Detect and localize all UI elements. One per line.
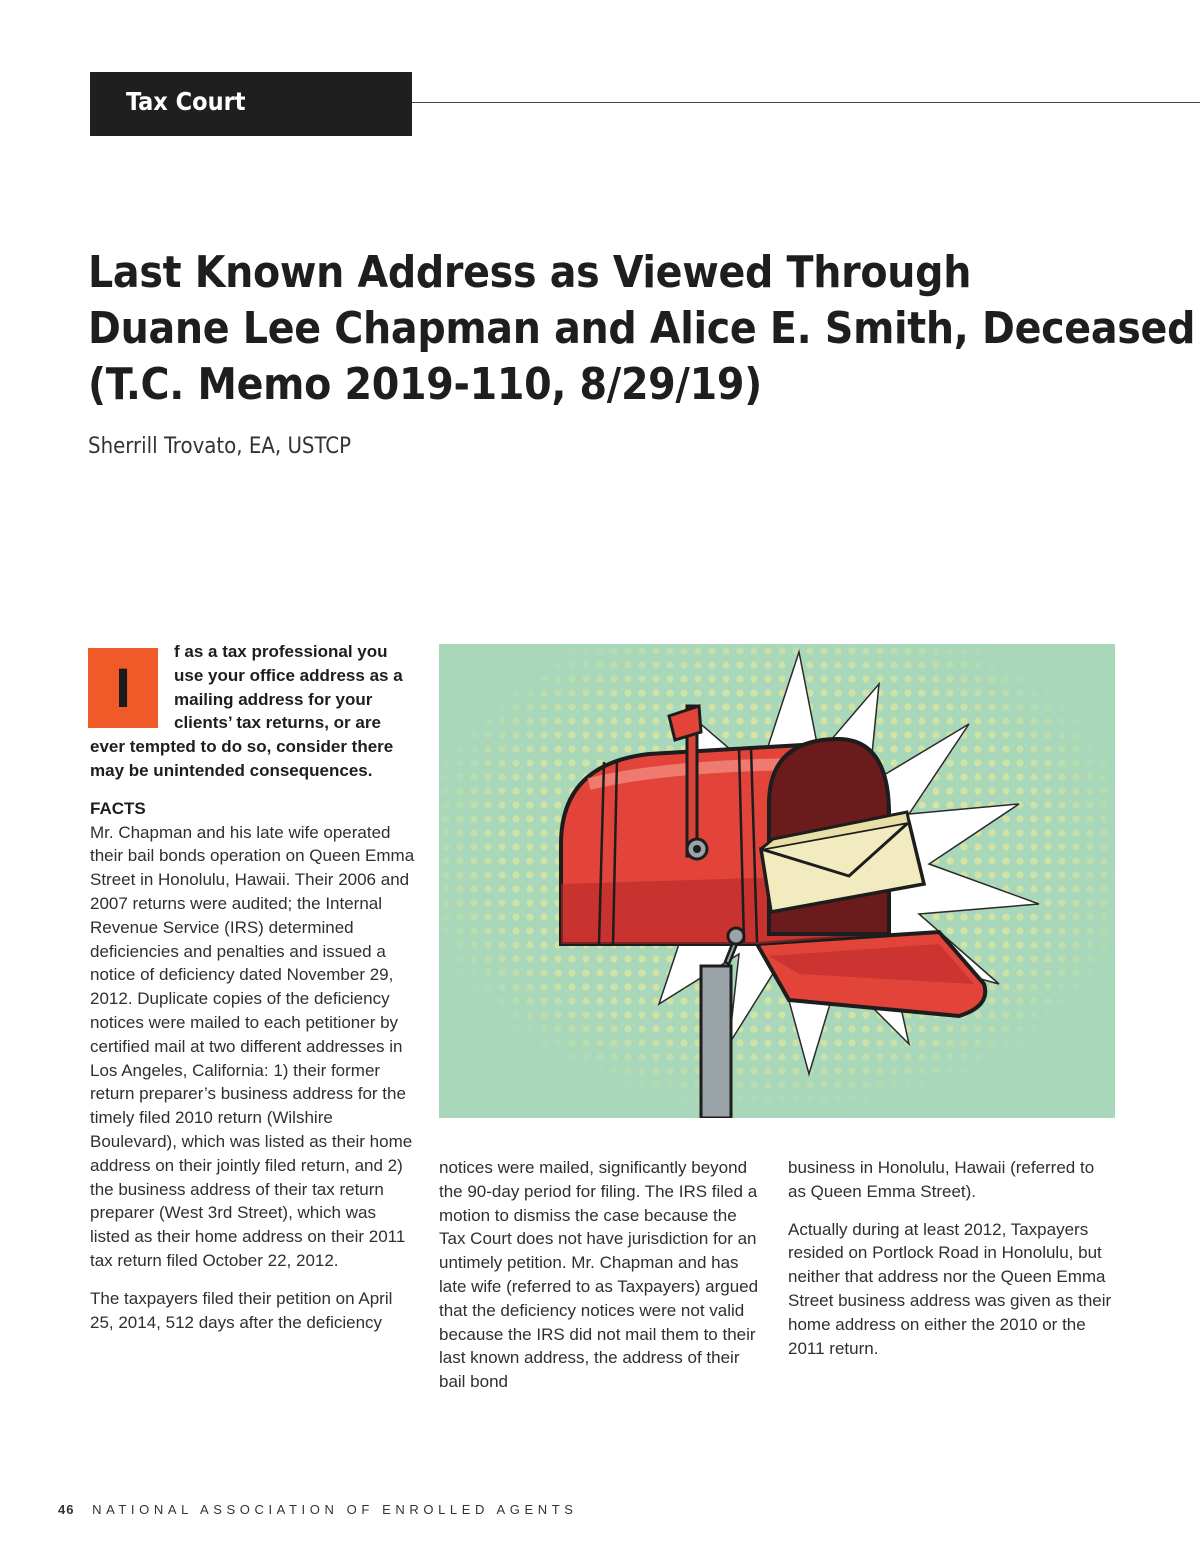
intro-paragraph [90,640,416,783]
body-paragraph: Actually during at least 2012, Taxpayers resided on Portlock Road in Honolulu, but neither that address nor the Queen Emma Street business address was given as their home address on either the 2010 or the 2011 return. [788,1219,1112,1358]
article-column-3 [788,1156,1114,1374]
body-paragraph: The taxpayers filed their petition on April 25, 2014, 512 days after the deficiency [90,1288,393,1332]
facts-heading: FACTS [90,798,146,818]
headline-line: Last Known Address as Viewed Through [88,247,972,298]
mailbox-illustration [439,644,1115,1118]
article-column-2 [439,1156,765,1408]
body-paragraph: business in Honolulu, Hawaii (referred to as Queen Emma Street). [788,1158,1095,1201]
drop-cap: I [88,648,158,728]
headline-line: (T.C. Memo 2019-110, 8/29/19) [88,359,762,410]
section-tab [90,72,412,136]
byline: Sherrill Trovato, EA, USTCP [88,434,352,459]
mailbox-post [701,966,731,1118]
article-headline [88,245,1196,413]
publication-name: NATIONAL ASSOCIATION OF ENROLLED AGENTS [92,1502,578,1517]
section-label: Tax Court [126,87,246,116]
body-paragraph: notices were mailed, significantly beyond the 90-day period for filing. The IRS filed a motion to dismiss the case because the Tax Court does not have jurisdiction for an untimely petition. Mr. Chapman and has late wife (referred to as Taxpayers) argued that the deficiency notices were not valid because the IRS did not mail them to their last known address, the address of their bail bond [439,1158,759,1392]
body-paragraph: Mr. Chapman and his late wife operated their bail bonds operation on Queen Emma Street in Honolulu, Hawaii. Their 2006 and 2007 returns were audited; the Internal Revenue Service (IRS) determined deficiencies and penalties and issued a notice of deficiency dated November 29, 2012. Duplicate copies of the deficiency notices were mailed to each petitioner by certified mail at two different addresses in Los Angeles, California: 1) their former return preparer’s business address for the timely filed 2010 return (Wilshire Boulevard), which was listed as their home address on their jointly filed return, and 2) the business address of their tax return preparer (West 3rd Street), which was listed as their home address on their 2011 tax return filed October 22, 2012. [90,822,415,1270]
intro-text: f as a tax professional you use your office address as a mailing address for your clients’ tax returns, or are ever tempted to do so, consider there may be unintended consequences. [90,642,403,780]
headline-line: Duane Lee Chapman and Alice E. Smith, Deceased [88,303,1196,354]
page-footer [58,1502,578,1517]
mailbox-artwork [439,644,1115,1118]
page-number: 46 [58,1502,75,1517]
article-column-1 [90,640,416,1348]
section-divider [412,102,1200,103]
